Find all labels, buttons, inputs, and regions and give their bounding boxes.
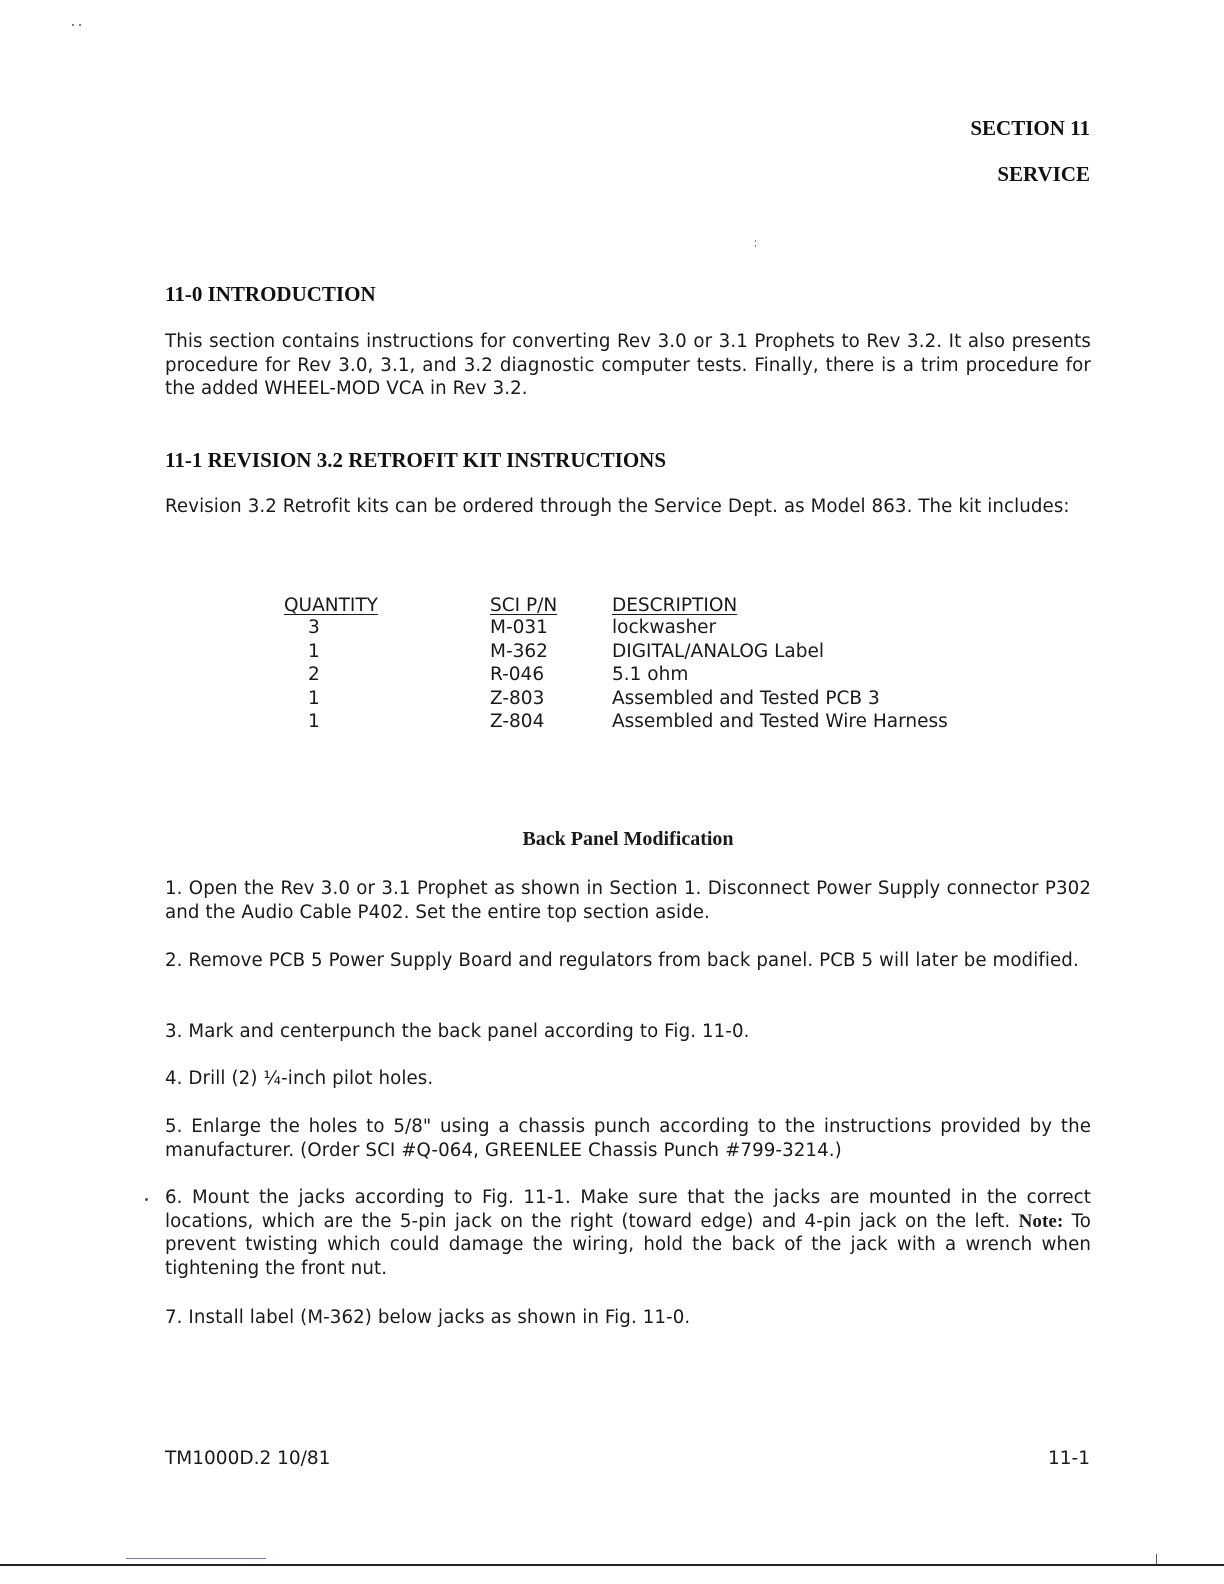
cell-quantity: 1 [308,687,320,709]
retrofit-paragraph: Revision 3.2 Retrofit kits can be ordered through the Service Dept. as Model 863. The kit includes: [165,496,1070,517]
step-2: 2. Remove PCB 5 Power Supply Board and regulators from back panel. PCB 5 will later be modified. [165,950,1079,971]
section-title: SERVICE [997,162,1090,186]
step-6 [165,1186,1091,1280]
parts-table-header [284,590,948,616]
step-3: 3. Mark and centerpunch the back panel according to Fig. 11-0. [165,1021,750,1042]
scan-speck [79,24,81,26]
step-6-text-a: 6. Mount the jacks according to Fig. 11-1. Make sure that the jacks are mounted in the correct locations, which are the 5-pin jack on the right (toward edge) and 4-pin jack on the left. [165,1187,1091,1232]
cell-description: Assembled and Tested PCB 3 [612,687,880,709]
parts-table [284,590,948,734]
cell-description: 5.1 ohm [612,664,689,685]
cell-description: DIGITAL/ANALOG Label [612,640,825,662]
cell-quantity: 2 [308,664,320,685]
cell-part-number: Z-803 [490,687,545,709]
section-number: SECTION 11 [970,116,1090,140]
scan-speck [755,245,756,247]
scan-bottom-edge [0,1564,1224,1566]
col-header-quantity: QUANTITY [284,595,378,616]
step-1: 1. Open the Rev 3.0 or 3.1 Prophet as shown in Section 1. Disconnect Power Supply connector P302 and the Audio Cable P402. Set the entire top section aside. [165,878,1091,923]
table-row [284,616,948,640]
step-7: 7. Install label (M-362) below jacks as shown in Fig. 11-0. [165,1307,691,1328]
intro-paragraph: This section contains instructions for converting Rev 3.0 or 3.1 Prophets to Rev 3.2. It also presents procedure for Rev 3.0, 3.1, and 3.2 diagnostic computer tests. Finally, there is a trim procedure for the added WHEEL-MOD VCA in Rev 3.2. [165,331,1091,399]
back-panel-heading: Back Panel Modification [522,828,734,850]
scan-speck [72,24,74,26]
col-header-description: DESCRIPTION [612,595,738,616]
step-5: 5. Enlarge the holes to 5/8" using a chassis punch according to the instructions provided by the manufacturer. (Order SCI #Q-064, GREENLEE Chassis Punch #799-3214.) [165,1116,1091,1161]
retrofit-heading: 11-1 REVISION 3.2 RETROFIT KIT INSTRUCTIONS [165,448,667,472]
cell-quantity: 1 [308,640,320,662]
cell-description: Assembled and Tested Wire Harness [612,711,948,732]
scan-speck [1156,1554,1157,1564]
step-4: 4. Drill (2) ¼-inch pilot holes. [165,1068,434,1089]
table-row [284,710,948,734]
scan-speck [145,1198,148,1201]
cell-quantity: 3 [308,617,320,638]
step-6-text-b: To prevent twisting which could damage the wiring, hold the back of the jack with a wrench when tightening the front nut. [165,1210,1091,1279]
col-header-part-number: SCI P/N [490,595,558,616]
scan-speck [755,240,756,242]
step-6-note-label: Note: [1018,1210,1064,1232]
table-row [284,640,948,664]
cell-quantity: 1 [308,711,320,732]
cell-part-number: M-362 [490,640,548,662]
cell-part-number: M-031 [490,617,548,638]
cell-part-number: Z-804 [490,711,545,732]
intro-heading: 11-0 INTRODUCTION [165,282,376,306]
table-row [284,663,948,687]
footer-page-number: 11-1 [1048,1448,1090,1469]
cell-description: lockwasher [612,617,717,638]
cell-part-number: R-046 [490,664,545,685]
table-row [284,687,948,711]
scan-edge-mark [126,1558,266,1559]
footer-doc-id: TM1000D.2 10/81 [165,1448,331,1469]
